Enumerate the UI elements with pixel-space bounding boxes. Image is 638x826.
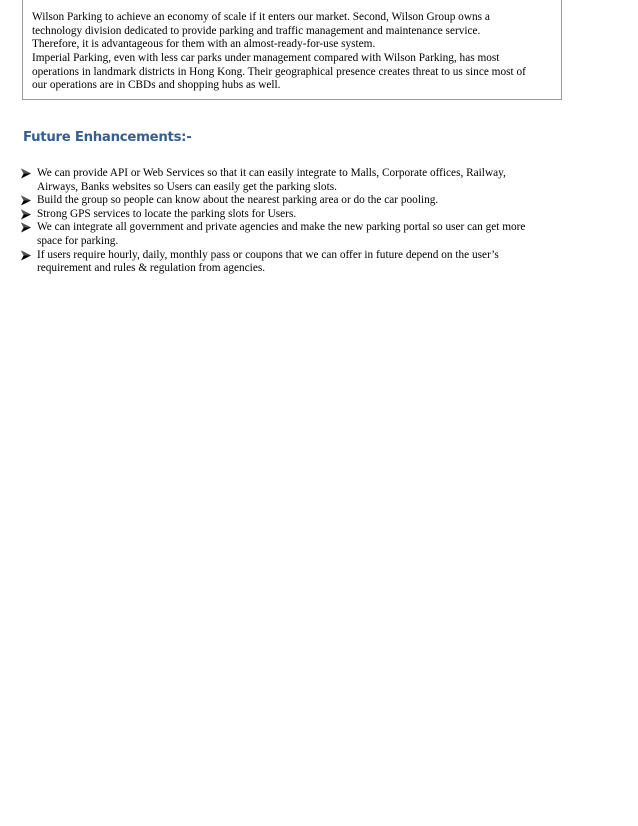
arrow-bullet-icon [20,209,32,220]
text-line: Imperial Parking, even with less car parks under management compared with Wilson Parking, has most [32,52,500,64]
paragraph-wilson-group [32,11,490,52]
text-line: Therefore, it is advantageous for them with an almost-ready-for-use system. [32,38,376,51]
list-item-text: Strong GPS services to locate the parking slots for Users. [37,207,297,220]
arrow-bullet-icon [20,195,32,206]
section-heading: Future Enhancements:- [23,130,192,145]
arrow-bullet-icon [20,222,32,233]
list-item-text: If users require hourly, daily, monthly pass or coupons that we can offer in future depend on the user’s [37,248,499,261]
list-item-text: Airways, Banks websites so Users can easily get the parking slots. [37,180,337,193]
list-item [20,208,580,222]
list-item-text: Build the group so people can know about the nearest parking area or do the car pooling. [37,194,439,207]
text-line: operations in landmark districts in Hong Kong. Their geographical presence creates threat to us since most of [32,65,526,78]
list-item-text: We can integrate all government and private agencies and make the new parking portal so user can get more [37,221,526,234]
arrow-bullet-icon [20,250,32,261]
text-line: technology division dedicated to provide parking and traffic management and maintenance service. [32,24,481,37]
list-item [20,167,580,194]
text-line: our operations are in CBDs and shopping hubs as well. [32,79,281,92]
list-item-text: We can provide API or Web Services so that it can easily integrate to Malls, Corporate offices, Railway, [37,167,506,179]
paragraph-imperial-parking [32,52,526,93]
list-item [20,249,580,276]
enhancements-list [20,167,580,276]
list-item [20,221,580,248]
list-item [20,194,580,208]
list-item-text: requirement and rules & regulation from agencies. [37,262,266,275]
arrow-bullet-icon [20,168,32,179]
list-item-text: space for parking. [37,234,119,247]
text-line: Wilson Parking to achieve an economy of scale if it enters our market. Second, Wilson Group owns a [32,11,490,23]
